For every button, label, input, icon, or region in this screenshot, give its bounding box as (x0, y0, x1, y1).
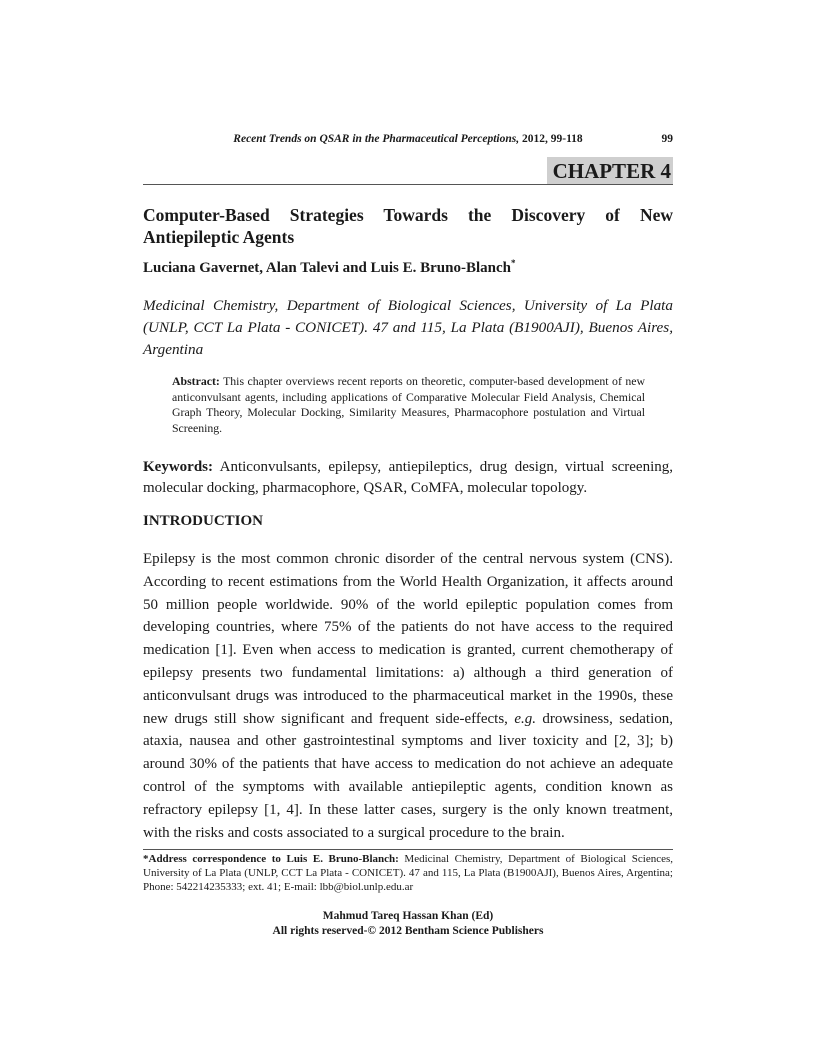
footnote-label: *Address correspondence to Luis E. Bruno-Blanch: (143, 853, 399, 865)
intro-eg: e.g. (514, 710, 537, 727)
journal-title: Recent Trends on QSAR in the Pharmaceutical Perceptions, (233, 133, 520, 145)
footnote (143, 852, 673, 894)
keywords-label: Keywords: (143, 459, 213, 475)
abstract (172, 374, 645, 436)
intro-text-1: Epilepsy is the most common chronic disorder of the central nervous system (CNS). According to recent estimations from the World Health Organization, it affects around 50 million people worldwide. 90% of the world epileptic population comes from developing countries, where 75% of the patients do not have access to the required medication [1]. Even when access to medication is granted, current chemotherapy of epilepsy presents two fundamental limitations: a) although a third generation of anticonvulsant drugs was introduced to the pharmaceutical market in the 1990s, these new drugs still show significant and frequent side-effects, (143, 551, 673, 727)
running-head (143, 133, 673, 145)
year-pages: 2012, 99-118 (519, 133, 583, 145)
keywords (143, 457, 673, 499)
correspondence-mark: * (511, 258, 516, 268)
abstract-text: This chapter overviews recent reports on theoretic, computer-based development of new anticonvulsant agents, including applications of Comparative Molecular Field Analysis, Chemical Graph Theory, Molecular Docking, Similarity Measures, Pharmacophore postulation and Virtual Screening. (172, 374, 645, 435)
footnote-divider (143, 849, 673, 850)
chapter-label: CHAPTER 4 (547, 157, 673, 184)
introduction-paragraph (143, 548, 673, 844)
chapter-divider (143, 184, 673, 185)
affiliation: Medicinal Chemistry, Department of Biological Sciences, University of La Plata (UNLP, CCT La Plata - CONICET). 47 and 115, La Plata (B1900AJI), Buenos Aires, Argentina (143, 297, 673, 358)
title-line-1: Computer-Based Strategies Towards the Discovery of New (143, 205, 673, 225)
publisher-block (143, 909, 673, 939)
rights-line: All rights reserved-© 2012 Bentham Science Publishers (272, 925, 544, 937)
abstract-label: Abstract: (172, 374, 220, 388)
keywords-text: Anticonvulsants, epilepsy, antiepileptics, drug design, virtual screening, molecular docking, pharmacophore, QSAR, CoMFA, molecular topology. (143, 459, 673, 496)
intro-text-2: drowsiness, sedation, ataxia, nausea and other gastrointestinal symptoms and liver toxicity and [2, 3]; b) around 30% of the patients that have access to medication do not achieve an adequate control of the symptoms with available antiepileptic agents, condition known as refractory epilepsy [1, 4]. In these latter cases, surgery is the only known treatment, with the risks and costs associated to a surgical procedure to the brain. (143, 710, 673, 841)
title-line-2: Antiepileptic Agents (143, 227, 295, 247)
page-number: 99 (661, 133, 673, 145)
introduction-heading: INTRODUCTION (143, 513, 264, 529)
editor-line: Mahmud Tareq Hassan Khan (Ed) (322, 910, 494, 922)
footnote-text: Medicinal Chemistry, Department of Biological Sciences, University of La Plata (UNLP, CCT La Plata - CONICET). 47 and 115, La Plata (B1900AJI), Buenos Aires, Argentina; Phone: 542214235333; ext. 41; E-mail: lbb@biol.unlp.edu.ar (143, 853, 674, 893)
author-names: Luciana Gavernet, Alan Talevi and Luis E. Bruno-Blanch (143, 260, 512, 276)
chapter-title (143, 204, 673, 248)
authors (143, 258, 673, 277)
